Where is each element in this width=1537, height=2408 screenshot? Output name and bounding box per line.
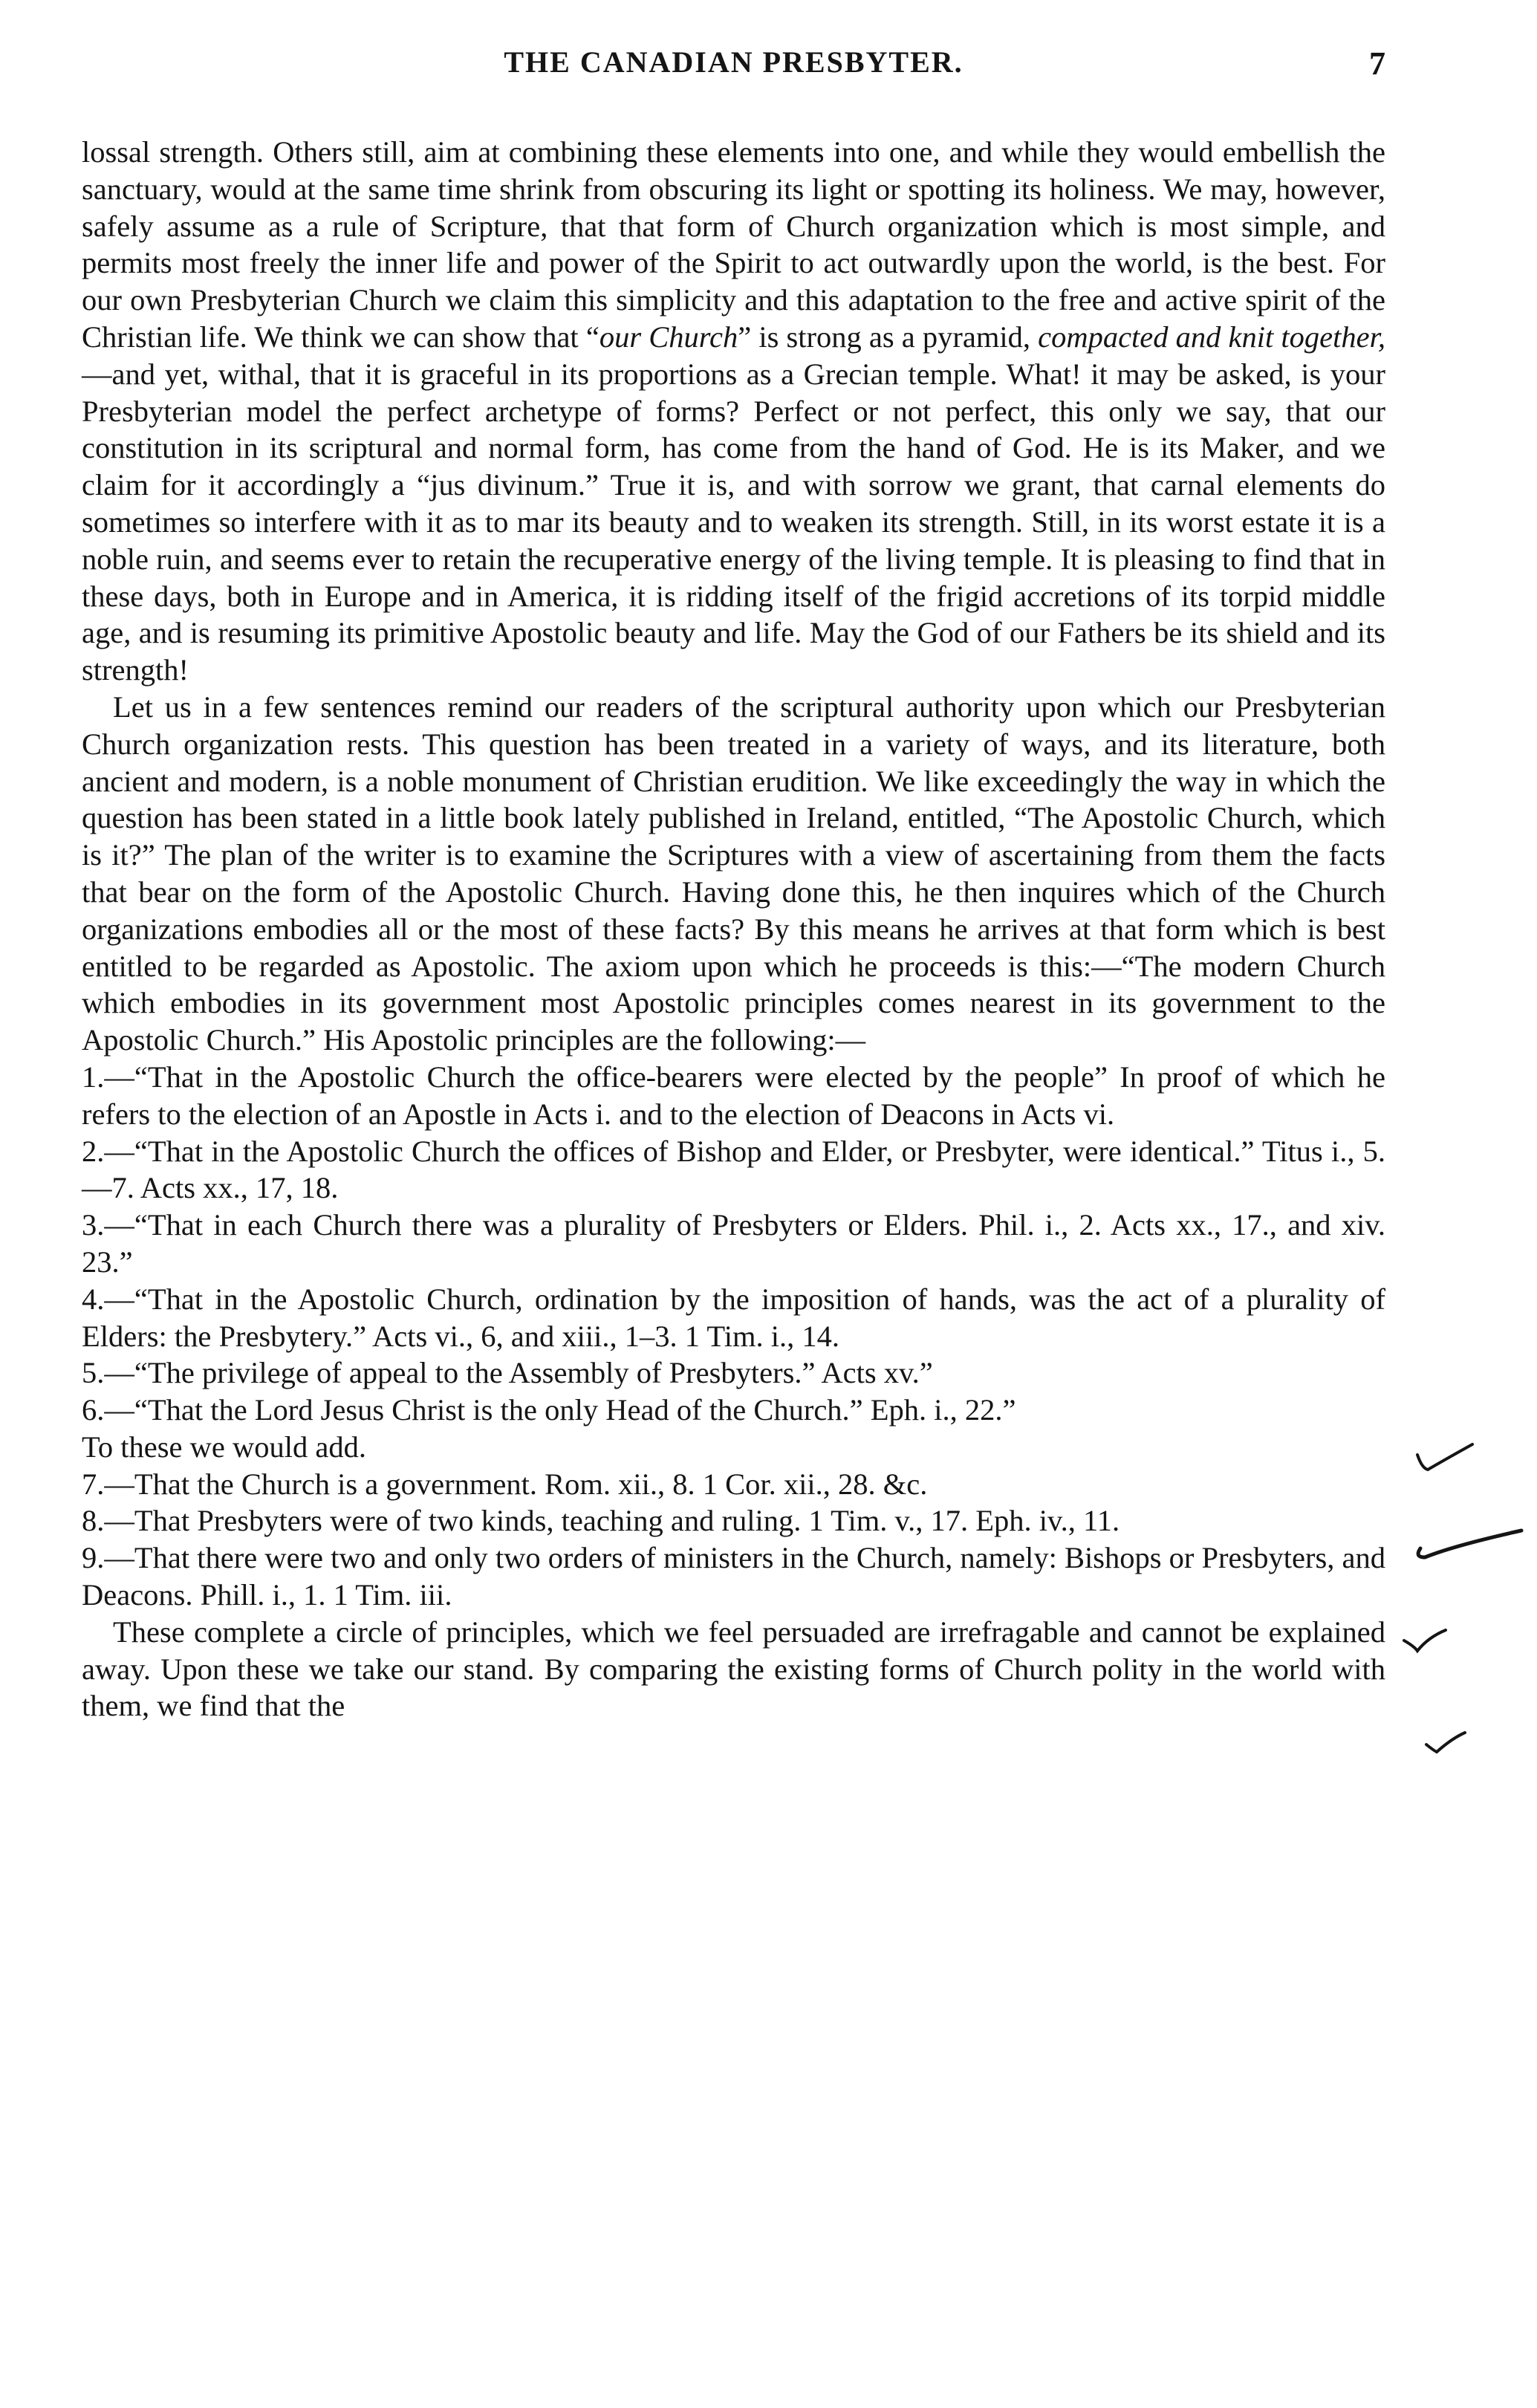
paragraph-1: [82, 134, 1385, 689]
paragraph-1-text-c: —and yet, withal, that it is graceful in its proportions as a Grecian temple. What! it may be asked, is your Presbyterian model the perfect archetype of forms? Perfect or not perfect, this only we say, that our constitution in its scriptural and normal form, has come from the hand of God. He is its Maker, and we claim for it accordingly a “jus divinum.” True it is, and with sorrow we grant, that carnal elements do sometimes so interfere with it as to mar its beauty and to weaken its strength. Still, in its worst estate it is a noble ruin, and seems ever to retain the recuperative energy of the living temple. It is pleasing to find that in these days, both in Europe and in America, it is ridding itself of the frigid accretions of its torpid middle age, and is resuming its primitive Apostolic beauty and life. May the God of our Fathers be its shield and its strength!: [82, 357, 1385, 687]
paragraph-1-text-a: lossal strength. Others still, aim at combining these elements into one, and while they would embellish the sanctuary, would at the same time shrink from obscuring its light or spotting its holiness. We may, however, safely assume as a rule of Scripture, that that form of Church organization which is most simple, and permits most freely the inner life and power of the Spirit to act outwardly upon the world, is the best. For our own Presbyterian Church we claim this simplicity and this adaptation to the free and active spirit of the Christian life. We think we can show that “: [82, 135, 1385, 354]
paragraph-last: These complete a circle of principles, which we feel persuaded are irrefragable and cannot be explained away. Upon these we take our stand. By comparing the existing forms of Church polity in the world with them, we find that the: [82, 1614, 1385, 1723]
principle-item-3: 3.—“That in each Church there was a plurality of Presbyters or Elders. Phil. i., 2. Acts xx., 17., and xiv. 23.”: [82, 1208, 1385, 1279]
check-mark-3: [1404, 1630, 1446, 1651]
page-number: 7: [1369, 45, 1385, 82]
principle-item-2: 2.—“That in the Apostolic Church the offices of Bishop and Elder, or Presbyter, were identical.” Titus i., 5.—7. Acts xx., 17, 18.: [82, 1134, 1385, 1205]
paragraph-2: Let us in a few sentences remind our readers of the scriptural authority upon which our Presbyterian Church organization rests. This question has been treated in a variety of ways, and its literature, both ancient and modern, is a noble monument of Christian erudition. We like exceedingly the way in which the question has been stated in a little book lately published in Ireland, entitled, “The Apostolic Church, which is it?” The plan of the writer is to examine the Scriptures with a view of ascertaining from them the facts that bear on the form of the Apostolic Church. Having done this, he then inquires which of the Church organizations embodies all or the most of these facts? By this means he arrives at that form which is best entitled to be regarded as Apostolic. The axiom upon which he proceeds is this:—“The modern Church which embodies in its government most Apostolic principles comes nearest in its government to the Apostolic Church.” His Apostolic principles are the following:—: [82, 689, 1385, 1057]
additions-intro: To these we would add.: [82, 1429, 366, 1464]
principle-item-9: 9.—That there were two and only two orders of ministers in the Church, namely: Bishops or Presbyters, and Deacons. Phill. i., 1. 1 Tim. iii.: [82, 1541, 1385, 1612]
running-head: THE CANADIAN PRESBYTER.: [504, 45, 964, 79]
principle-item-4: 4.—“That in the Apostolic Church, ordination by the imposition of hands, was the act of a plurality of Elders: the Presbytery.” Acts vi., 6, and xiii., 1–3. 1 Tim. i., 14.: [82, 1282, 1385, 1353]
check-mark-2: [1418, 1531, 1521, 1557]
principle-item-8: 8.—That Presbyters were of two kinds, teaching and ruling. 1 Tim. v., 17. Eph. iv., 11.: [82, 1504, 1120, 1538]
principle-item-5: 5.—“The privilege of appeal to the Assembly of Presbyters.” Acts xv.”: [82, 1356, 933, 1390]
paragraph-1-italic-compacted: compacted and knit together,: [1038, 319, 1386, 354]
check-mark-1: [1417, 1444, 1472, 1470]
paragraph-1-text-b: ” is strong as a pyramid,: [738, 319, 1039, 354]
paragraph-1-italic-our-church: our Church: [599, 319, 738, 354]
principle-item-6: 6.—“That the Lord Jesus Christ is the only Head of the Church.” Eph. i., 22.”: [82, 1393, 1016, 1427]
page-header: [82, 45, 1385, 89]
body-text: [82, 134, 1385, 1724]
principle-item-1: 1.—“That in the Apostolic Church the office-bearers were elected by the people” In proof of which he refers to the election of an Apostle in Acts i. and to the election of Deacons in Acts vi.: [82, 1059, 1385, 1131]
check-mark-4: [1426, 1733, 1465, 1752]
principle-item-7: 7.—That the Church is a government. Rom. xii., 8. 1 Cor. xii., 28. &c.: [82, 1467, 928, 1501]
